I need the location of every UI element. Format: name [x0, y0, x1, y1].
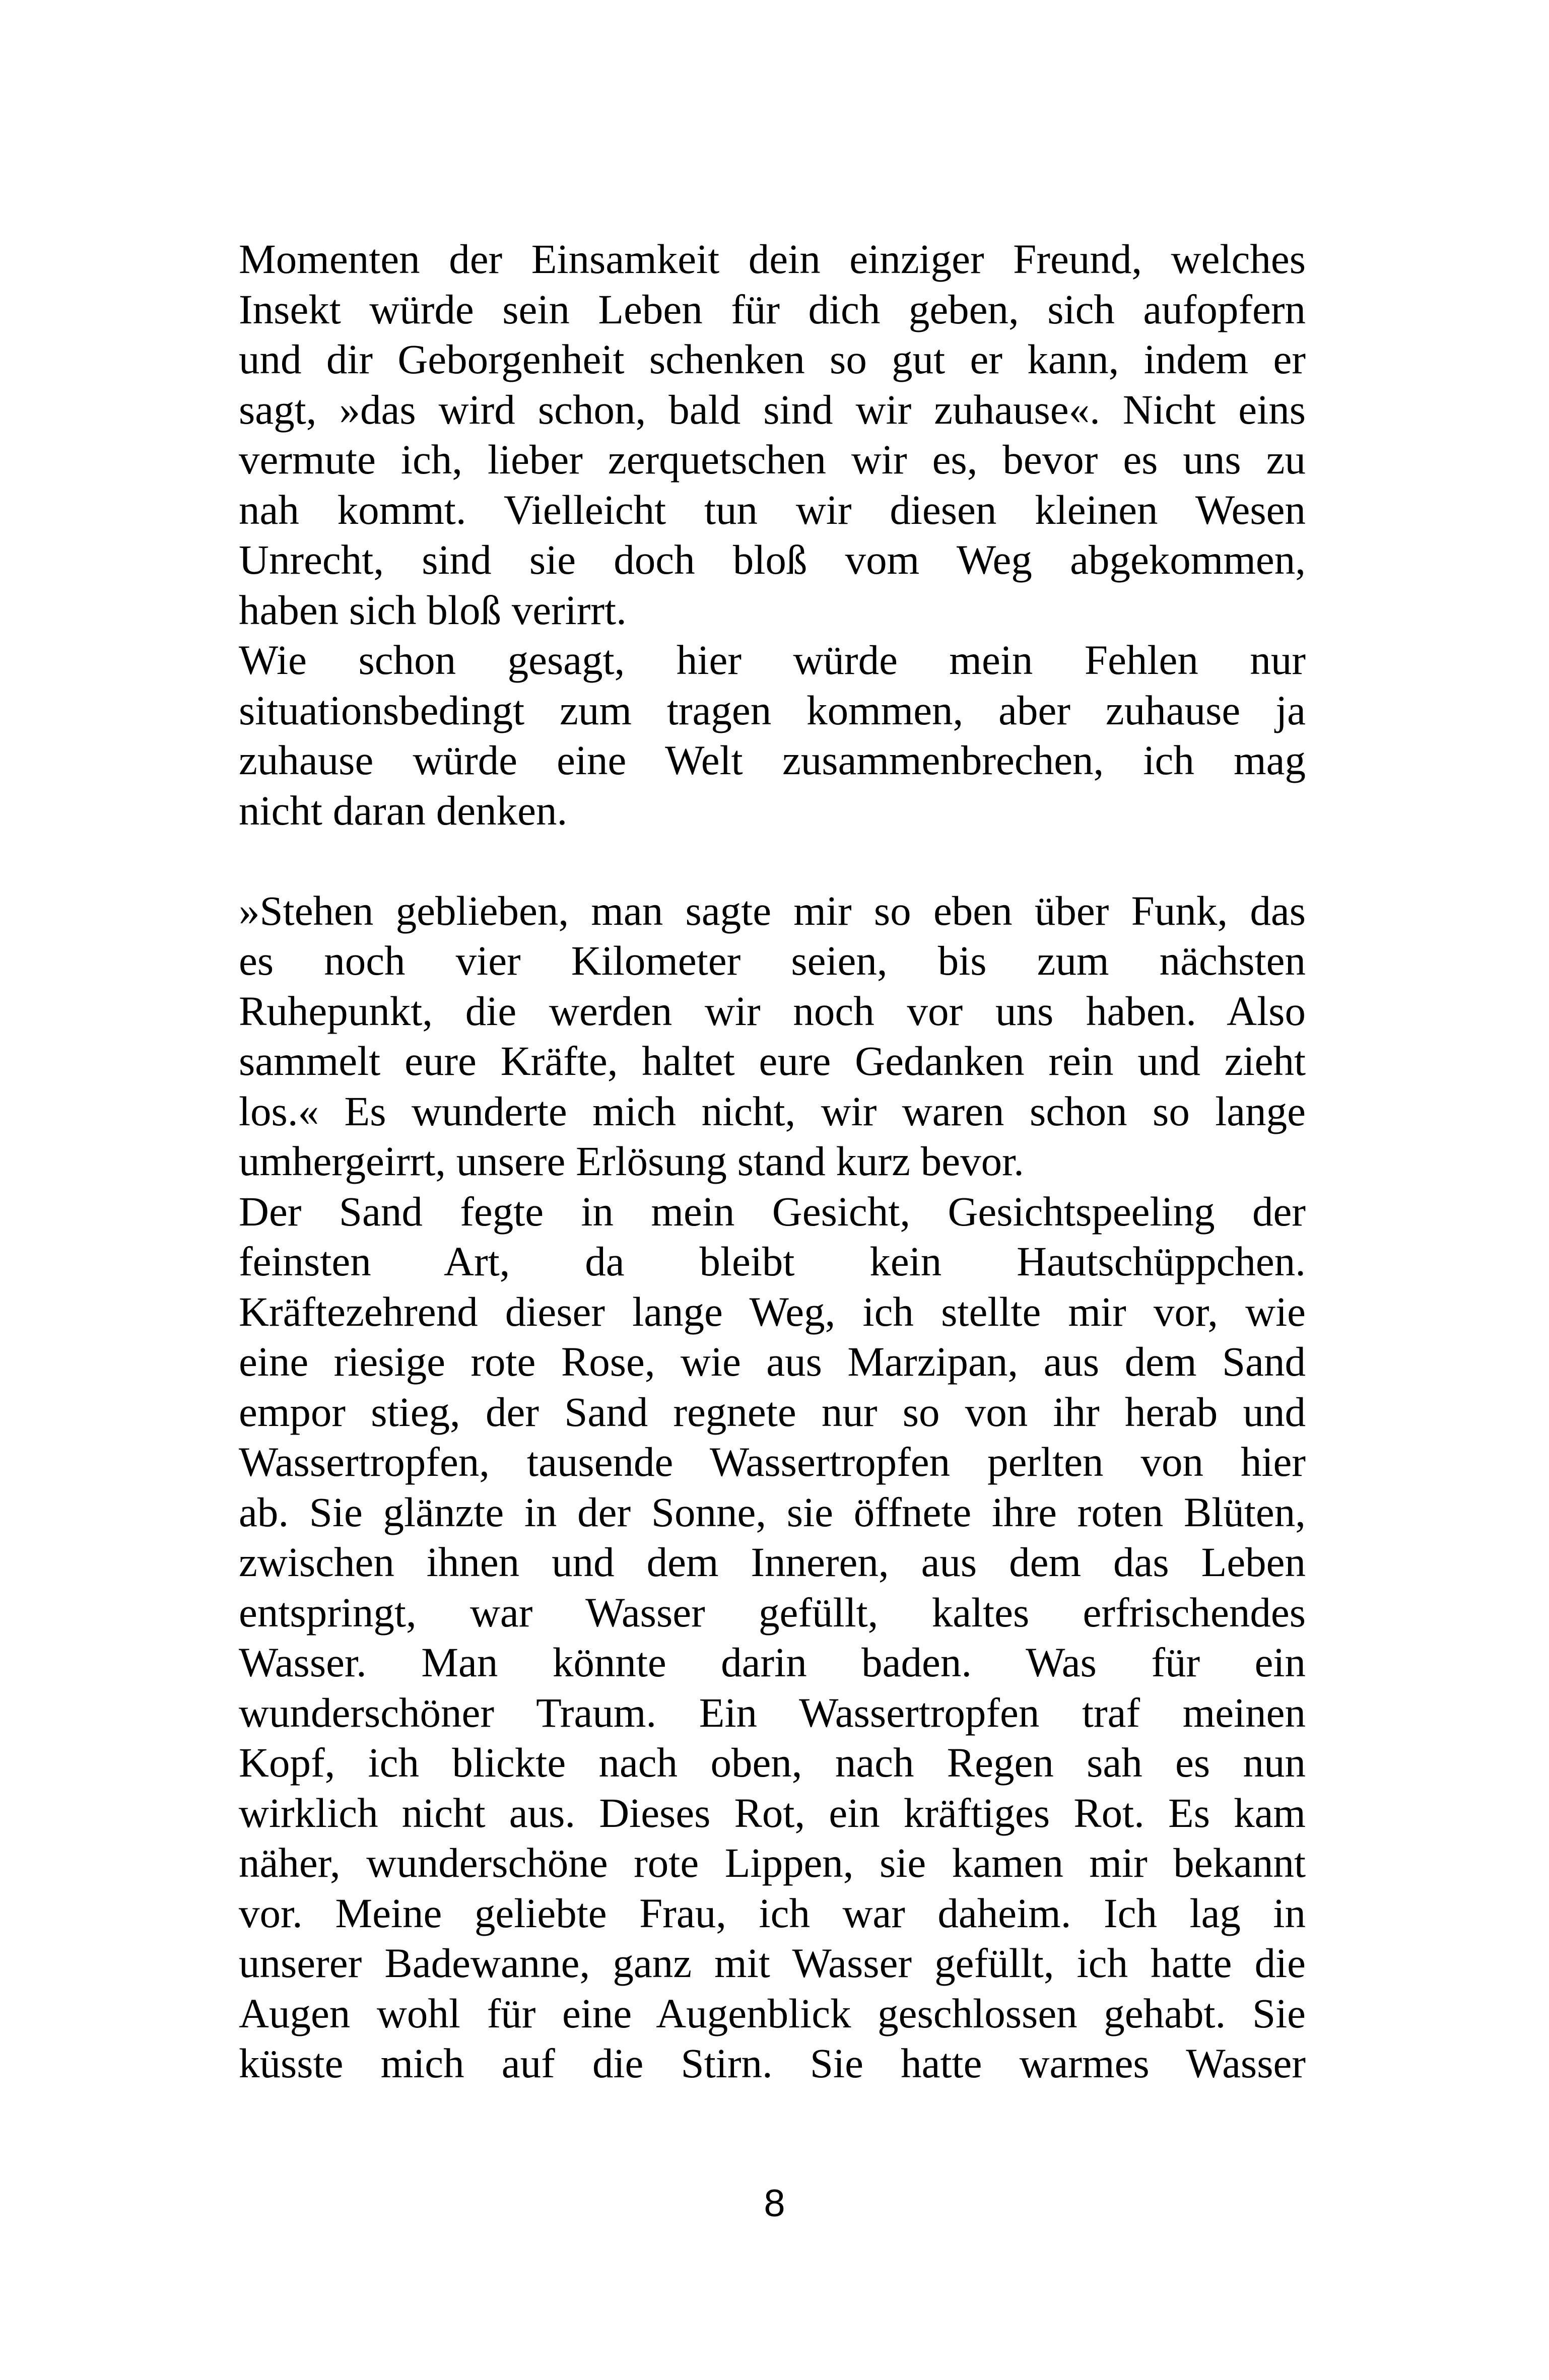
text-line: Wassertropfen, tausende Wassertropfen perlten von hier	[239, 1439, 1306, 1485]
text-line: sammelt eure Kräfte, haltet eure Gedanken rein und zieht	[239, 1038, 1306, 1084]
text-line: wunderschöner Traum. Ein Wassertropfen traf meinen	[239, 1689, 1306, 1736]
text-line: näher, wunderschöne rote Lippen, sie kamen mir bekannt	[239, 1840, 1306, 1886]
page-number: 8	[764, 2182, 785, 2225]
text-line: Ruhepunkt, die werden wir noch vor uns haben. Also	[239, 987, 1306, 1034]
text-line: Augen wohl für eine Augenblick geschlossen gehabt. Sie	[239, 1990, 1306, 2036]
text-line: wirklich nicht aus. Dieses Rot, ein kräftiges Rot. Es kam	[239, 1789, 1306, 1836]
text-line: ab. Sie glänzte in der Sonne, sie öffnete ihre roten Blüten,	[239, 1488, 1306, 1535]
text-line: zuhause würde eine Welt zusammenbrechen, ich mag	[239, 737, 1306, 783]
text-line: Momenten der Einsamkeit dein einziger Freund, welches	[239, 236, 1306, 282]
text-line: »Stehen geblieben, man sagte mir so eben über Funk, das	[239, 887, 1306, 934]
text-line: eine riesige rote Rose, wie aus Marzipan, aus dem Sand	[239, 1338, 1306, 1385]
text-line: nah kommt. Vielleicht tun wir diesen kleinen Wesen	[239, 486, 1306, 533]
text-line: es noch vier Kilometer seien, bis zum nächsten	[239, 937, 1306, 984]
text-line: Kopf, ich blickte nach oben, nach Regen sah es nun	[239, 1739, 1306, 1786]
text-line: nicht daran denken.	[239, 787, 568, 834]
text-line: empor stieg, der Sand regnete nur so von ihr herab und	[239, 1388, 1306, 1435]
text-line: vermute ich, lieber zerquetschen wir es, bevor es uns zu	[239, 436, 1306, 483]
body-text	[239, 234, 1306, 2089]
text-line: haben sich bloß verirrt.	[239, 586, 627, 633]
text-line: zwischen ihnen und dem Inneren, aus dem das Leben	[239, 1539, 1306, 1585]
text-line: Wasser. Man könnte darin baden. Was für ein	[239, 1639, 1306, 1685]
text-line: entspringt, war Wasser gefüllt, kaltes erfrischendes	[239, 1589, 1306, 1636]
text-line: feinsten Art, da bleibt kein Hautschüppchen.	[239, 1238, 1306, 1284]
text-line: sagt, »das wird schon, bald sind wir zuhause«. Nicht eins	[239, 386, 1306, 433]
text-line: Wie schon gesagt, hier würde mein Fehlen nur	[239, 637, 1306, 683]
text-line: vor. Meine geliebte Frau, ich war daheim. Ich lag in	[239, 1889, 1306, 1936]
text-line: Unrecht, sind sie doch bloß vom Weg abgekommen,	[239, 536, 1306, 583]
text-line: umhergeirrt, unsere Erlösung stand kurz bevor.	[239, 1138, 1024, 1184]
paragraph-gap	[239, 836, 1306, 886]
text-line: Der Sand fegte in mein Gesicht, Gesichtspeeling der	[239, 1188, 1306, 1235]
text-line: unserer Badewanne, ganz mit Wasser gefüllt, ich hatte die	[239, 1940, 1306, 1986]
text-line: situationsbedingt zum tragen kommen, aber zuhause ja	[239, 687, 1306, 733]
text-line: Kräftezehrend dieser lange Weg, ich stellte mir vor, wie	[239, 1288, 1306, 1335]
text-line: Insekt würde sein Leben für dich geben, sich aufopfern	[239, 286, 1306, 332]
text-line: küsste mich auf die Stirn. Sie hatte warmes Wasser	[239, 2040, 1306, 2086]
text-line: und dir Geborgenheit schenken so gut er kann, indem er	[239, 336, 1306, 382]
text-line: los.« Es wunderte mich nicht, wir waren schon so lange	[239, 1087, 1306, 1134]
